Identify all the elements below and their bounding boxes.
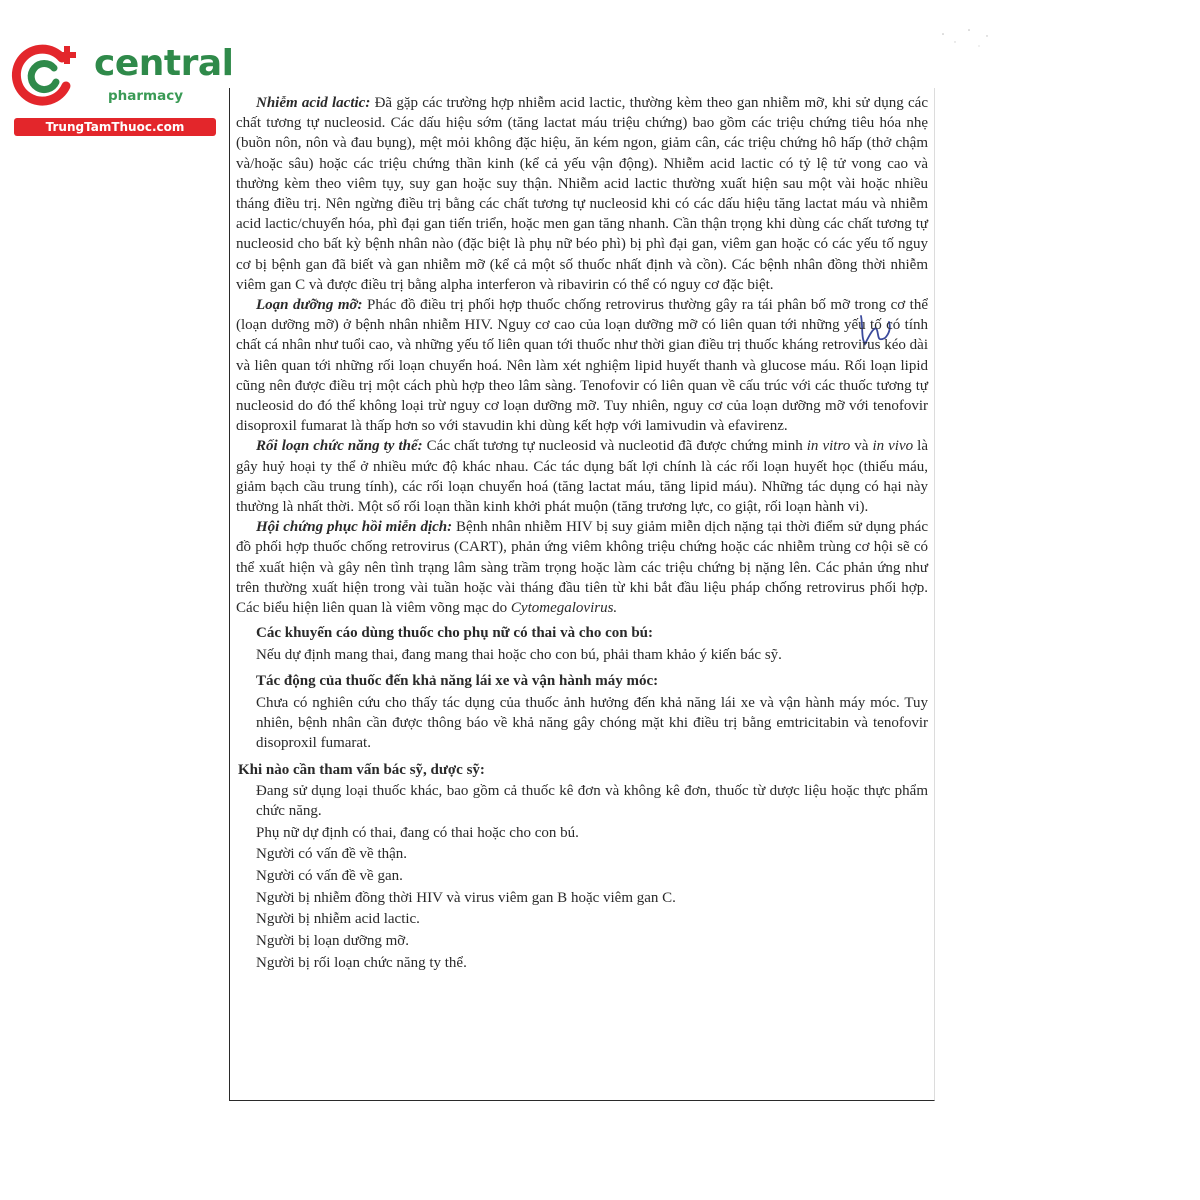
section-text: Phác đồ điều trị phối hợp thuốc chống retrovirus thường gây ra tái phân bố mỡ trong cơ thể (loạn dưỡng mỡ) ở bệnh nhân nhiễm HIV. Nguy cơ cao của loạn dưỡng mỡ có liên quan tới những yếu tố có tính chất cá nhân như tuổi cao, và những yếu tố liên quan tới thuốc như thời gian điều trị thuốc kháng retrovirus kéo dài và liên quan tới những rối loạn chuyển hoá. Nên làm xét nghiệm lipid huyết thanh và glucose máu. Rối loạn lipid cũng nên được điều trị một cách phù hợp theo lâm sàng. Tenofovir có liên quan về cấu trúc với các thuốc tương tự nucleosid do đó thể không loại trừ nguy cơ loạn dưỡng mỡ. Tuy nhiên, nguy cơ của loạn dưỡng mỡ với tenofovir disoproxil fumarat là thấp hơn so với stavudin khi dùng kết hợp với lamivudin và efavirenz. <box>236 297 928 435</box>
scan-noise-decoration <box>935 20 995 60</box>
pregnancy-text: Nếu dự định mang thai, đang mang thai hoặc cho con bú, phải tham khảo ý kiến bác sỹ. <box>256 647 782 664</box>
list-item: Phụ nữ dự định có thai, đang có thai hoặc cho con bú. <box>256 824 579 841</box>
section-immune-reconstitution <box>236 517 928 618</box>
section-text: Đã gặp các trường hợp nhiễm acid lactic, thường kèm theo gan nhiễm mỡ, khi sử dụng các chất tương tự nucleosid. Các dấu hiệu sớm (tăng lactat máu triệu chứng) bao gồm các triệu chứng tiêu hóa nhẹ (buồn nôn, nôn và đau bụng), mệt mỏi không đặc hiệu, ăn kém ngon, giảm cân, các triệu chứng hô hấp (thở chậm và/hoặc sâu) hoặc các triệu chứng thần kinh (kể cả yếu vận động). Nhiễm acid lactic có tỷ lệ tử vong cao và thường kèm theo viêm tụy, suy gan hoặc suy thận. Nhiễm acid lactic thường xuất hiện sau một vài hoặc nhiều tháng điều trị. Nên ngừng điều trị bằng các chất tương tự nucleosid khi có các dấu hiệu tăng lactat máu và nhiễm acid lactic/chuyển hóa, phì đại gan tiến triển, hoặc men gan tăng nhanh. Cần thận trọng khi dùng các chất tương tự nucleosid cho bất kỳ bệnh nhân nào (đặc biệt là phụ nữ béo phì) bị phì đại gan, viêm gan hoặc có các yếu tố nguy cơ bị bệnh gan đã biết và gan nhiễm mỡ (kể cả một số thuốc nhất định và cồn). Các bệnh nhân đồng thời nhiễm viêm gan C và được điều trị bằng alpha interferon và ribavirin có thể có nguy cơ đặc biệt. <box>236 95 928 293</box>
brand-logo <box>10 38 234 138</box>
list-item: Người bị rối loạn chức năng ty thể. <box>256 954 467 971</box>
heading-consult: Khi nào cần tham vấn bác sỹ, dược sỹ: <box>238 761 485 778</box>
section-text: Các chất tương tự nucleosid và nucleotid đã được chứng minh <box>422 438 807 455</box>
list-item: Người bị loạn dưỡng mỡ. <box>256 933 409 950</box>
consult-list <box>236 781 928 973</box>
section-text: và <box>850 438 873 455</box>
document-body <box>236 93 928 973</box>
section-lead: Nhiễm acid lactic: <box>256 95 371 111</box>
italic-term: in vitro <box>806 438 851 455</box>
driving-text: Chưa có nghiên cứu cho thấy tác dụng của thuốc ảnh hưởng đến khả năng lái xe và vận hành máy móc. Tuy nhiên, bệnh nhân cần được thông báo về khả năng gây chóng mặt khi điều trị bằng emtricitabin và tenofovir disoproxil fumarat. <box>256 694 928 752</box>
list-item: Người có vấn đề về gan. <box>256 868 403 885</box>
section-text: Bệnh nhân nhiễm HIV bị suy giảm miễn dịch nặng tại thời điểm sử dụng phác đồ phối hợp thuốc chống retrovirus (CART), phản ứng viêm không triệu chứng hoặc các nhiễm trùng cơ hội sẽ có thể xuất hiện và gây nên tình trạng lâm sàng trầm trọng hoặc làm các triệu chứng bị nặng lên. Các phản ứng như trên thường xuất hiện trong vài tuần hoặc vài tháng đầu tiên từ khi bắt đầu liệu pháp chống retrovirus phối hợp. Các biểu hiện liên quan là viêm võng mạc do <box>236 519 928 617</box>
list-item: Đang sử dụng loại thuốc khác, bao gồm cả thuốc kê đơn và không kê đơn, thuốc từ dược liệu hoặc thực phẩm chức năng. <box>256 782 928 819</box>
section-mitochondrial <box>236 436 928 517</box>
section-lipodystrophy <box>236 295 928 436</box>
section-text: là gây huỷ hoại ty thể ở nhiều mức độ khác nhau. Các tác dụng bất lợi chính là các rối loạn huyết học (thiếu máu, giảm bạch cầu trung tính), các rối loạn chuyển hoá (tăng lactat máu, tăng lipid máu). Những tác dụng có hại này thường là nhất thời. Một số rối loạn thần kinh khởi phát muộn (tăng trương lực, co giật, rối loạn hành vi). <box>236 438 928 516</box>
list-item: Người có vấn đề về thận. <box>256 846 408 863</box>
list-item: Người bị nhiễm acid lactic. <box>256 911 420 928</box>
central-pharmacy-logo-icon <box>10 38 82 110</box>
heading-driving: Tác động của thuốc đến khả năng lái xe và vận hành máy móc: <box>256 672 659 689</box>
italic-term: Cytomegalovirus. <box>510 600 618 617</box>
section-lead: Hội chứng phục hồi miễn dịch: <box>256 519 453 536</box>
italic-term: in vivo <box>872 438 914 455</box>
section-lead: Loạn dưỡng mỡ: <box>256 297 363 314</box>
logo-name: central <box>94 43 234 84</box>
logo-subtitle: pharmacy <box>108 88 184 104</box>
section-lead: Rối loạn chức năng ty thể: <box>256 438 423 455</box>
heading-pregnancy: Các khuyến cáo dùng thuốc cho phụ nữ có thai và cho con bú: <box>256 625 654 642</box>
logo-website-band: TrungTamThuoc.com <box>14 118 216 136</box>
section-lactic-acidosis <box>236 93 928 295</box>
list-item: Người bị nhiễm đồng thời HIV và virus viêm gan B hoặc viêm gan C. <box>256 889 676 906</box>
